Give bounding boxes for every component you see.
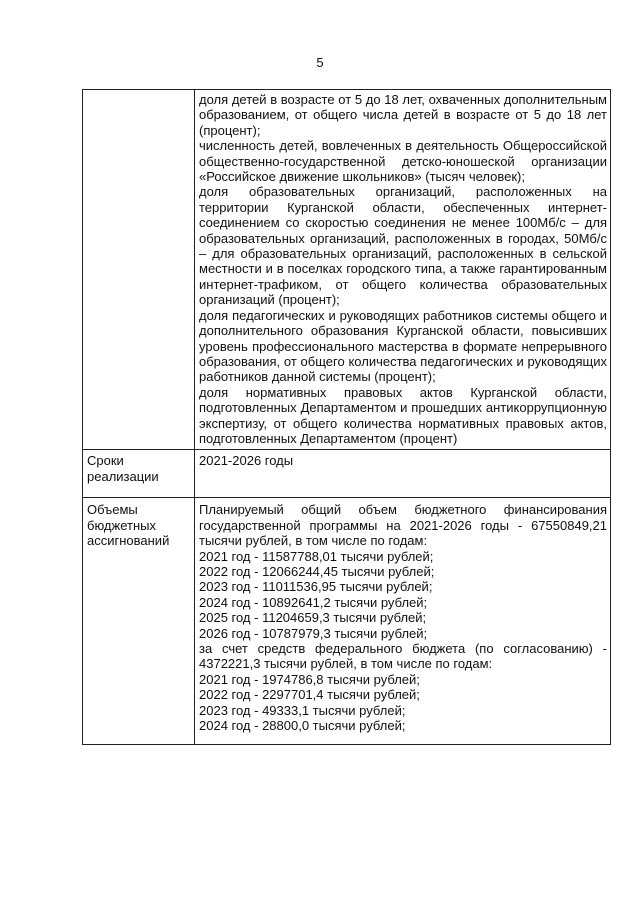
terms-value: 2021-2026 годы <box>195 450 611 498</box>
indicator-paragraph: доля детей в возрасте от 5 до 18 лет, охваченных дополнительным образованием, от общего числа детей в возрасте от 5 до 18 лет (процент); <box>199 92 607 138</box>
budget-year-line: 2026 год - 10787979,3 тысячи рублей; <box>199 625 428 641</box>
indicator-paragraph: доля нормативных правовых актов Курганской области, подготовленных Департаментом и прошедших антикоррупционную экспертизу, от общего количества нормативных правовых актов, подготовленных Департаментом (процент) <box>199 384 607 446</box>
indicator-paragraph: доля образовательных организаций, расположенных на территории Курганской области, обеспеченных интернет-соединением со скоростью соединения не менее 100Мб/с – для образовательных организаций, расположенных в городах, 50Мб/с – для образовательных организаций, расположенных в сельской местности и в поселках городского типа, а также гарантированным интернет-трафиком, от общего количества образовательных организаций (процент); <box>199 184 607 308</box>
page-number: 5 <box>316 55 324 70</box>
budget-label-line: ассигнований <box>87 533 170 549</box>
budget-year-line: 2024 год - 10892641,2 тысячи рублей; <box>199 594 428 610</box>
budget-label-line: бюджетных <box>87 517 156 533</box>
terms-label-line: реализации <box>87 468 159 484</box>
terms-label-line: Сроки <box>87 453 124 469</box>
budget-label-cell <box>83 498 195 745</box>
budget-year-line: 2023 год - 11011536,95 тысячи рублей; <box>199 579 433 595</box>
budget-year-line: 2025 год - 11204659,3 тысячи рублей; <box>199 610 427 626</box>
federal-year-line: 2021 год - 1974786,8 тысячи рублей; <box>199 671 420 687</box>
terms-label-cell <box>83 450 195 498</box>
federal-year-line: 2022 год - 2297701,4 тысячи рублей; <box>199 687 420 703</box>
budget-year-line: 2021 год - 11587788,01 тысячи рублей; <box>199 548 434 564</box>
budget-label-line: Объемы <box>87 502 138 518</box>
federal-year-line: 2023 год - 49333,1 тысячи рублей; <box>199 702 406 718</box>
table-row-terms <box>83 450 611 498</box>
table-row-budget <box>83 498 611 745</box>
program-passport-table <box>82 89 611 745</box>
indicators-cell <box>195 90 611 450</box>
federal-budget-intro: за счет средств федерального бюджета (по согласованию) - 4372221,3 тысячи рублей, в том числе по годам: <box>199 641 607 672</box>
budget-year-line: 2022 год - 12066244,45 тысячи рублей; <box>199 563 435 579</box>
row-label-empty <box>83 90 195 450</box>
budget-content-cell <box>195 498 611 745</box>
indicator-paragraph: доля педагогических и руководящих работников системы общего и дополнительного образования Курганской области, повысивших уровень профессионального мастерства в формате непрерывного образования, от общего количества педагогических и руководящих работников данной системы (процент); <box>199 307 607 385</box>
budget-intro: Планируемый общий объем бюджетного финансирования государственной программы на 2021-2026 годы - 67550849,21 тысячи рублей, в том числе по годам: <box>199 502 607 549</box>
indicator-paragraph: численность детей, вовлеченных в деятельность Общероссийской общественно-государственной детско-юношеской организации «Российское движение школьников» (тысяч человек); <box>199 138 607 185</box>
table-row-indicators <box>83 90 611 450</box>
federal-year-line: 2024 год - 28800,0 тысячи рублей; <box>199 718 406 734</box>
